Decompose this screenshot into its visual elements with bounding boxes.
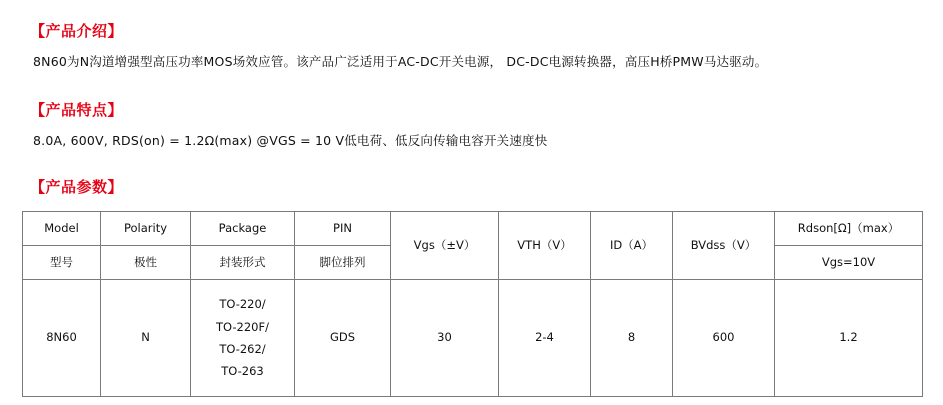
table-header-pin: PIN: [295, 212, 391, 246]
cell-id: 8: [591, 280, 673, 397]
table-header-bvdss: BVdss（V）: [673, 212, 775, 280]
cell-pin: GDS: [295, 280, 391, 397]
table-header-rdson-condition: Vgs=10V: [775, 246, 923, 280]
cell-model: 8N60: [23, 280, 101, 397]
package-line: TO-220/: [219, 297, 266, 312]
table-header-vth: VTH（V）: [499, 212, 591, 280]
table-header-polarity: Polarity: [101, 212, 191, 246]
parameters-table: [22, 211, 923, 397]
product-features-text: 8.0A, 600V, RDS(on) = 1.2Ω(max) @VGS = 10 V低电荷、低反向传输电容开关速度快: [33, 133, 548, 148]
package-line: TO-262/: [219, 342, 266, 356]
table-header-pin-cn: 脚位排列: [295, 246, 391, 280]
table-header-model-cn: 型号: [23, 246, 101, 280]
table-header-model: Model: [23, 212, 101, 246]
product-intro-text: 8N60为N沟道增强型高压功率MOS场效应管。该产品广泛适用于AC-DC开关电源， DC-DC电源转换器，高压H桥PMW马达驱动。: [33, 54, 768, 69]
table-header-id: ID（A）: [591, 212, 673, 280]
cell-vgs: 30: [391, 280, 499, 397]
cell-rdson: 1.2: [775, 280, 923, 397]
product-features-heading: 【产品特点】: [30, 101, 124, 119]
table-row: [23, 280, 923, 397]
table-header-row-1: [23, 212, 923, 246]
package-line: TO-220F/: [216, 319, 269, 334]
table-header-polarity-cn: 极性: [101, 246, 191, 280]
table-header-vgs: Vgs（±V）: [391, 212, 499, 280]
table-header-package-cn: 封装形式: [191, 246, 295, 280]
cell-bvdss: 600: [673, 280, 775, 397]
package-line: TO-263: [221, 364, 264, 379]
product-parameters-heading: 【产品参数】: [30, 178, 124, 196]
cell-vth: 2-4: [499, 280, 591, 397]
table-header-rdson: Rdson[Ω]（max）: [775, 212, 923, 246]
parameters-table-wrapper: [22, 211, 922, 397]
product-intro-heading: 【产品介绍】: [30, 22, 124, 40]
table-header-package: Package: [191, 212, 295, 246]
cell-polarity: N: [101, 280, 191, 397]
cell-package: [191, 280, 295, 397]
